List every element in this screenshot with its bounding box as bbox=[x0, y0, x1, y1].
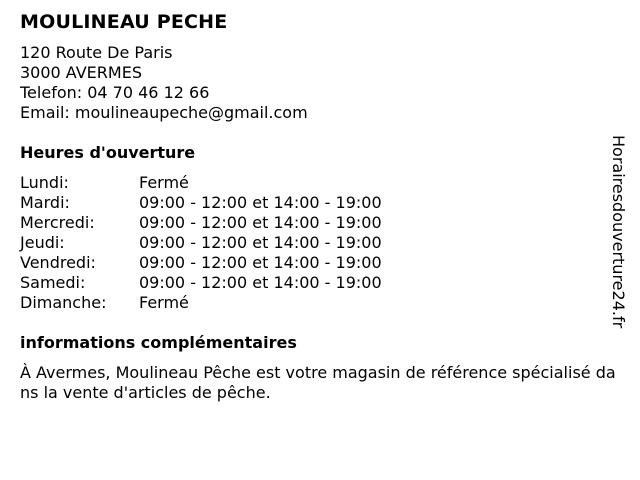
business-card bbox=[20, 10, 618, 403]
day-hours: Fermé bbox=[139, 293, 189, 312]
day-hours: 09:00 - 12:00 et 14:00 - 19:00 bbox=[139, 213, 382, 232]
hours-row-thursday bbox=[20, 233, 618, 253]
hours-table bbox=[20, 173, 618, 313]
site-watermark: Horairesdouverture24.fr bbox=[609, 135, 628, 329]
day-hours: 09:00 - 12:00 et 14:00 - 19:00 bbox=[139, 273, 382, 292]
day-label: Jeudi: bbox=[20, 233, 65, 252]
phone-text: Telefon: 04 70 46 12 66 bbox=[20, 83, 210, 102]
hours-heading: Heures d'ouverture bbox=[20, 143, 196, 162]
address-line-1: 120 Route De Paris bbox=[20, 43, 173, 62]
day-label: Samedi: bbox=[20, 273, 86, 292]
hours-row-monday bbox=[20, 173, 618, 193]
address-line-2: 3000 AVERMES bbox=[20, 63, 142, 82]
day-hours: Fermé bbox=[139, 173, 189, 192]
day-label: Vendredi: bbox=[20, 253, 96, 272]
day-label: Mardi: bbox=[20, 193, 70, 212]
day-hours: 09:00 - 12:00 et 14:00 - 19:00 bbox=[139, 233, 382, 252]
day-label: Mercredi: bbox=[20, 213, 95, 232]
hours-row-wednesday bbox=[20, 213, 618, 233]
business-name: MOULINEAU PECHE bbox=[20, 11, 228, 33]
hours-row-saturday bbox=[20, 273, 618, 293]
info-description: À Avermes, Moulineau Pêche est votre magasin de référence spécialisé dans la vente d'articles de pêche. bbox=[20, 363, 616, 402]
hours-row-sunday bbox=[20, 293, 618, 313]
email-text: Email: moulineaupeche@gmail.com bbox=[20, 103, 308, 122]
day-hours: 09:00 - 12:00 et 14:00 - 19:00 bbox=[139, 193, 382, 212]
hours-row-tuesday bbox=[20, 193, 618, 213]
day-label: Lundi: bbox=[20, 173, 69, 192]
hours-row-friday bbox=[20, 253, 618, 273]
info-heading: informations complémentaires bbox=[20, 333, 297, 352]
day-label: Dimanche: bbox=[20, 293, 107, 312]
day-hours: 09:00 - 12:00 et 14:00 - 19:00 bbox=[139, 253, 382, 272]
